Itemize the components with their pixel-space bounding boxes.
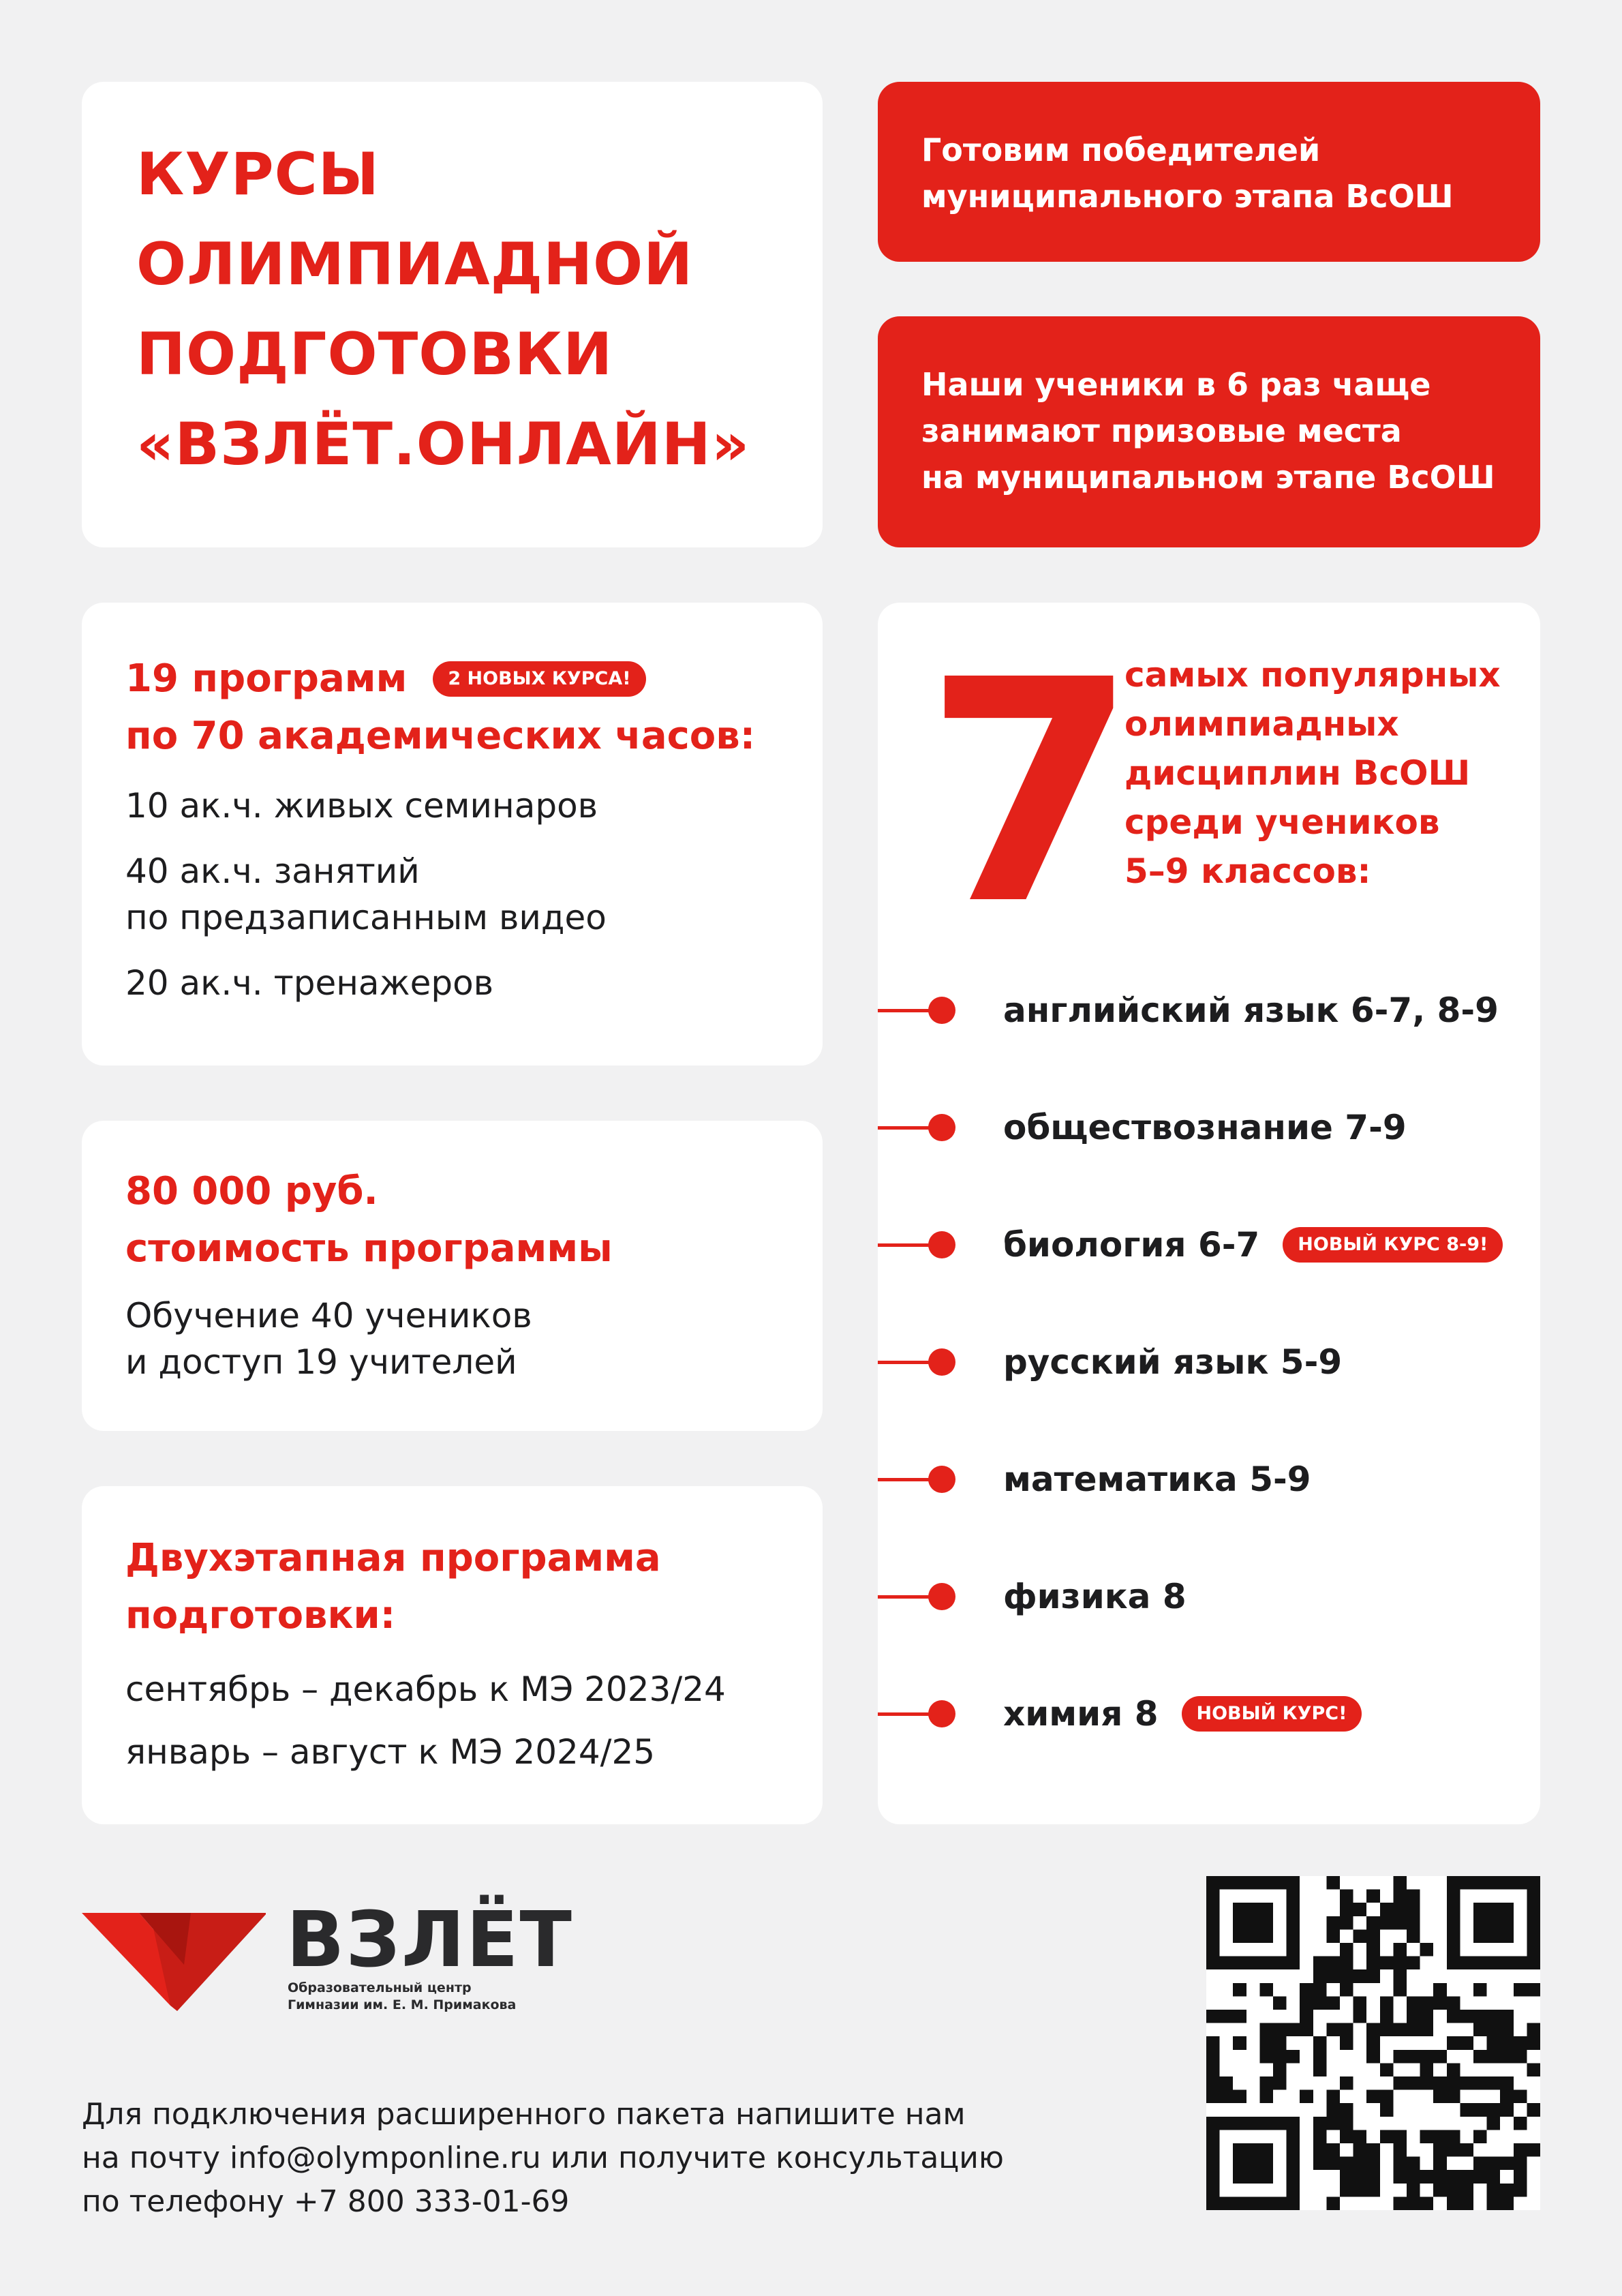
connector-line: [878, 1712, 932, 1716]
bullet-dot: [928, 1583, 955, 1610]
price-heading: 80 000 руб.: [125, 1169, 378, 1213]
big-seven: 7: [924, 615, 1138, 972]
popular-line: дисциплин ВсОШ: [1124, 753, 1471, 793]
popular-line: 5–9 классов:: [1124, 851, 1371, 891]
subject-row: [878, 1107, 1407, 1148]
title-card: [82, 82, 823, 547]
title-line: «ВЗЛЁТ.ОНЛАЙН»: [136, 410, 750, 479]
programs-card: [82, 603, 823, 1066]
qr-code-icon: [1206, 1876, 1540, 2210]
brand-subtitle: Образовательный центр: [288, 1980, 472, 1995]
subject-label: обществознание 7-9: [1003, 1108, 1407, 1147]
prize-banner: [878, 316, 1540, 547]
subject-row: [878, 1459, 1311, 1500]
bullet-dot: [928, 1231, 955, 1258]
winners-banner: [878, 82, 1540, 262]
new-course-badge: НОВЫЙ КУРС 8-9!: [1283, 1227, 1503, 1263]
vzlet-logo-icon: [82, 1909, 266, 2011]
title-line: ОЛИМПИАДНОЙ: [136, 230, 694, 299]
subject-row: [878, 990, 1499, 1031]
popular-line: самых популярных: [1124, 655, 1501, 695]
program-item: 10 ак.ч. живых семинаров: [125, 786, 598, 826]
program-item: 40 ак.ч. занятий: [125, 851, 420, 891]
popular-line: олимпиадных: [1124, 704, 1399, 744]
popular-card: [878, 603, 1540, 1824]
footer-line: Для подключения расширенного пакета напишите нам: [82, 2097, 966, 2132]
programs-heading: 19 программ: [125, 656, 408, 701]
bullet-dot: [928, 1466, 955, 1493]
banner-line: Готовим победителей: [921, 132, 1321, 168]
connector-line: [878, 1009, 932, 1012]
footer-contact: [82, 2093, 1004, 2224]
subject-label: биология 6-7: [1003, 1225, 1260, 1265]
bullet-dot: [928, 1348, 955, 1376]
connector-line: [878, 1595, 932, 1599]
subject-row: [878, 1224, 1503, 1265]
bullet-dot: [928, 1700, 955, 1727]
subject-label: физика 8: [1003, 1577, 1187, 1616]
stages-heading: подготовки:: [125, 1593, 396, 1637]
bullet-dot: [928, 1114, 955, 1141]
new-courses-badge: 2 НОВЫХ КУРСА!: [433, 661, 645, 697]
banner-line: муниципального этапа ВсОШ: [921, 178, 1454, 215]
stage-item: сентябрь – декабрь к МЭ 2023/24: [125, 1670, 726, 1709]
footer-line: на почту info@olymponline.ru или получите консультацию: [82, 2141, 1004, 2175]
subject-label: английский язык 6-7, 8-9: [1003, 991, 1499, 1030]
connector-line: [878, 1478, 932, 1481]
stage-item: январь – август к МЭ 2024/25: [125, 1732, 656, 1772]
price-body: и доступ 19 учителей: [125, 1342, 517, 1382]
price-heading: стоимость программы: [125, 1226, 613, 1271]
banner-line: Наши ученики в 6 раз чаще: [921, 366, 1431, 403]
price-body: Обучение 40 учеников: [125, 1296, 532, 1335]
brand-subtitle: Гимназии им. Е. М. Примакова: [288, 1997, 517, 2012]
connector-line: [878, 1361, 932, 1364]
banner-line: на муниципальном этапе ВсОШ: [921, 459, 1495, 496]
subject-row: [878, 1576, 1187, 1617]
program-item: по предзаписанным видео: [125, 898, 607, 937]
title-line: ПОДГОТОВКИ: [136, 320, 613, 389]
subject-row: [878, 1342, 1342, 1383]
title-line: КУРСЫ: [136, 140, 380, 209]
stages-heading: Двухэтапная программа: [125, 1536, 661, 1580]
price-card: [82, 1121, 823, 1431]
brand-name: ВЗЛЁТ: [286, 1896, 573, 1984]
popular-line: среди учеников: [1124, 802, 1440, 842]
banner-line: занимают призовые места: [921, 412, 1402, 449]
qr-code[interactable]: [1206, 1876, 1540, 2210]
programs-heading: по 70 академических часов:: [125, 714, 756, 758]
stages-card: [82, 1486, 823, 1824]
bullet-dot: [928, 997, 955, 1024]
program-item: 20 ак.ч. тренажеров: [125, 963, 494, 1003]
subject-label: русский язык 5-9: [1003, 1342, 1343, 1382]
new-course-badge: НОВЫЙ КУРС!: [1182, 1696, 1362, 1732]
brand-logo: [82, 1896, 573, 2018]
subject-row: [878, 1693, 1362, 1734]
connector-line: [878, 1243, 932, 1247]
subject-label: химия 8: [1003, 1694, 1159, 1734]
footer-line: по телефону +7 800 333-01-69: [82, 2184, 570, 2219]
subject-label: математика 5-9: [1003, 1460, 1311, 1499]
connector-line: [878, 1126, 932, 1130]
